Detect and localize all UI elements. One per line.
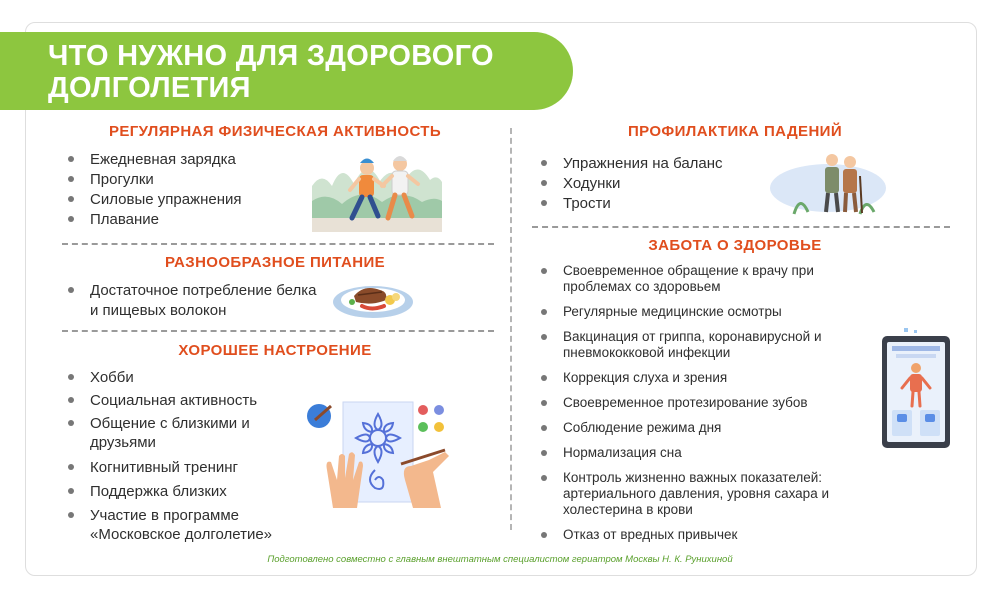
list-item: Своевременное обращение к врачу при проблемах со здоровьем [541, 263, 871, 295]
column-divider [510, 128, 512, 530]
list-item: Вакцинация от гриппа, коронавирусной и пневмококковой инфекции [541, 329, 841, 361]
list-item: Своевременное протезирование зубов [541, 395, 871, 411]
list-item: Трости [541, 194, 771, 214]
list-item: Достаточное потребление белка и пищевых волокон [68, 281, 318, 321]
salad-plate-icon [332, 278, 414, 320]
tablet-health-app-icon [880, 328, 952, 450]
section-title-mood: ХОРОШЕЕ НАСТРОЕНИЕ [178, 342, 372, 359]
list-item: Упражнения на баланс [541, 154, 771, 174]
list-item: Соблюдение режима дня [541, 420, 871, 436]
seniors-walking-cane-icon [770, 150, 890, 216]
list-item: Социальная активность [68, 391, 308, 410]
care-list [541, 263, 871, 543]
list-item: Поддержка близких [68, 482, 308, 501]
joggers-illustration-icon [312, 146, 442, 232]
painting-hands-icon [305, 400, 465, 508]
list-item: Ходунки [541, 174, 771, 194]
section-title-activity: РЕГУЛЯРНАЯ ФИЗИЧЕСКАЯ АКТИВНОСТЬ [108, 123, 442, 140]
section-title-care: ЗАБОТА О ЗДОРОВЬЕ [648, 237, 822, 254]
nutrition-list [68, 281, 318, 321]
list-item: Когнитивный тренинг [68, 458, 308, 477]
list-item: Силовые упражнения [68, 190, 308, 210]
list-item: Участие в программе «Московское долголетие» [68, 506, 300, 544]
list-item: Контроль жизненно важных показателей: артериального давления, уровня сахара и холестерина в крови [541, 470, 859, 518]
section-divider [62, 243, 494, 245]
section-title-nutrition: РАЗНООБРАЗНОЕ ПИТАНИЕ [164, 254, 386, 271]
list-item: Отказ от вредных привычек [541, 527, 871, 543]
list-item: Нормализация сна [541, 445, 871, 461]
list-item: Общение с близкими и друзьями [68, 414, 268, 452]
falls-list [541, 154, 771, 214]
section-divider [62, 330, 494, 332]
list-item: Плавание [68, 210, 308, 230]
list-item: Прогулки [68, 170, 308, 190]
section-divider [532, 226, 950, 228]
list-item: Регулярные медицинские осмотры [541, 304, 871, 320]
list-item: Ежедневная зарядка [68, 150, 308, 170]
list-item: Коррекция слуха и зрения [541, 370, 871, 386]
footer-credit: Подготовлено совместно с главным внештатным специалистом гериатром Москвы Н. К. Рунихиной [267, 554, 733, 565]
page-title: ЧТО НУЖНО ДЛЯ ЗДОРОВОГО ДОЛГОЛЕТИЯ [48, 40, 494, 104]
activity-list [68, 150, 308, 230]
section-title-falls: ПРОФИЛАКТИКА ПАДЕНИЙ [627, 123, 843, 140]
mood-list [68, 368, 308, 544]
list-item: Хобби [68, 368, 308, 387]
